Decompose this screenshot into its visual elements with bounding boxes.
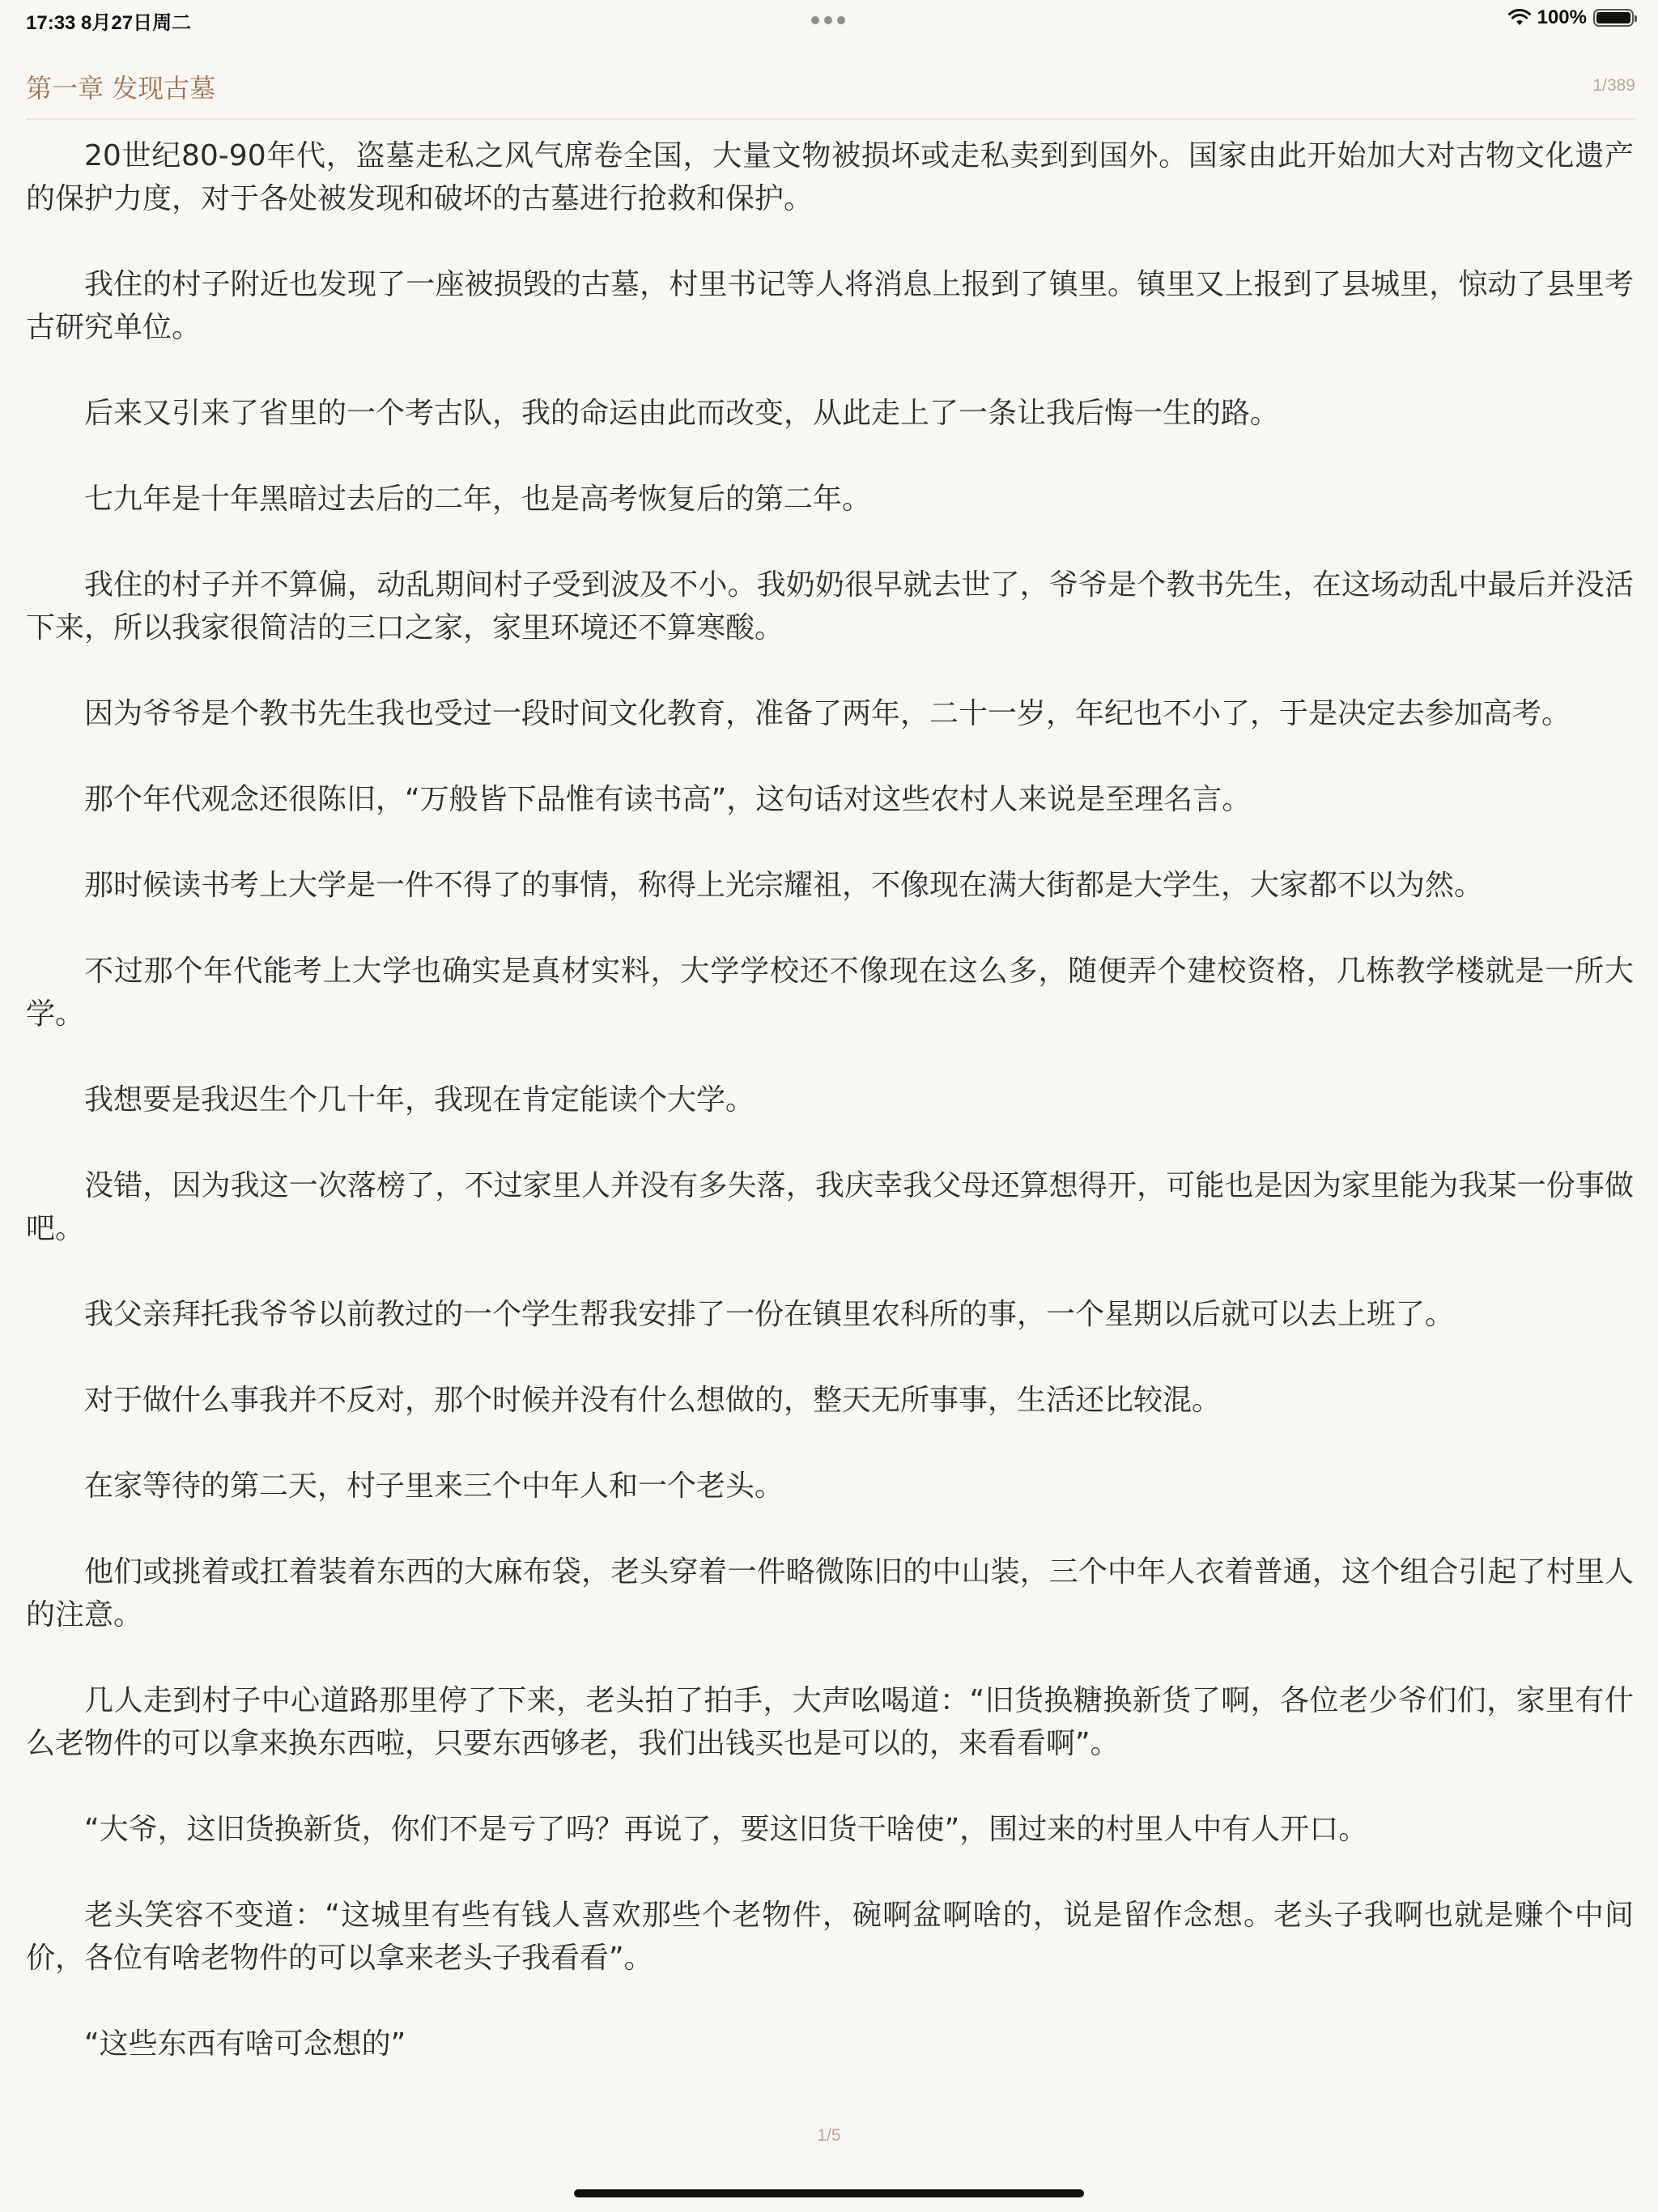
status-bar xyxy=(0,0,1658,42)
wifi-icon xyxy=(1508,9,1531,27)
paragraph: 他们或挑着或扛着装着东西的大麻布袋，老头穿着一件略微陈旧的中山装，三个中年人衣着普通，这个组合引起了村里人的注意。 xyxy=(26,1555,1634,1631)
paragraph: 没错，因为我这一次落榜了，不过家里人并没有多失落，我庆幸我父母还算想得开，可能也是因为家里能为我某一份事做吧。 xyxy=(26,1169,1634,1245)
paragraph: 七九年是十年黑暗过去后的二年，也是高考恢复后的第二年。 xyxy=(84,483,872,516)
paragraph: 我住的村子附近也发现了一座被损毁的古墓，村里书记等人将消息上报到了镇里。镇里又上报到了县城里，惊动了县里考古研究单位。 xyxy=(26,268,1634,344)
chapter-progress: 1/389 xyxy=(1592,76,1635,95)
multitasking-dots-icon[interactable] xyxy=(811,16,845,24)
battery-icon xyxy=(1593,9,1634,27)
home-indicator[interactable] xyxy=(574,2189,1084,2197)
paragraph: 我想要是我迟生个几十年，我现在肯定能读个大学。 xyxy=(84,1083,755,1117)
paragraph: 因为爷爷是个教书先生我也受过一段时间文化教育，准备了两年，二十一岁，年纪也不小了，于是决定去参加高考。 xyxy=(84,697,1571,730)
paragraph: 老头笑容不变道：“这城里有些有钱人喜欢那些个老物件，碗啊盆啊啥的，说是留作念想。老头子我啊也就是赚个中间价，各位有啥老物件的可以拿来老头子我看看”。 xyxy=(26,1899,1634,1975)
paragraph: 我父亲拜托我爷爷以前教过的一个学生帮我安排了一份在镇里农科所的事，一个星期以后就可以去上班了。 xyxy=(84,1298,1455,1331)
paragraph: 我住的村子并不算偏，动乱期间村子受到波及不小。我奶奶很早就去世了，爷爷是个教书先生，在这场动乱中最后并没活下来，所以我家很简洁的三口之家，家里环境还不算寒酸。 xyxy=(26,568,1634,644)
reading-content[interactable] xyxy=(26,134,1634,2094)
chapter-title: 第一章 发现古墓 xyxy=(26,73,216,104)
paragraph: 不过那个年代能考上大学也确实是真材实料，大学学校还不像现在这么多，随便弄个建校资格，几栋教学楼就是一所大学。 xyxy=(26,955,1634,1031)
paragraph: 那个年代观念还很陈旧，“万般皆下品惟有读书高”，这句话对这些农村人来说是至理名言。 xyxy=(84,783,1252,816)
status-time-date: 17:33 8月27日周二 xyxy=(26,12,192,34)
page-number: 1/5 xyxy=(817,2126,841,2145)
paragraph: 对于做什么事我并不反对，那个时候并没有什么想做的，整天无所事事，生活还比较混。 xyxy=(84,1384,1222,1417)
paragraph: “大爷，这旧货换新货，你们不是亏了吗？再说了，要这旧货干啥使”，围过来的村里人中有人开口。 xyxy=(84,1813,1368,1846)
chapter-header xyxy=(26,65,1635,120)
paragraph: 几人走到村子中心道路那里停了下来，老头拍了拍手，大声吆喝道：“旧货换糖换新货了啊，各位老少爷们们，家里有什么老物件的可以拿来换东西啦，只要东西够老，我们出钱买也是可以的，来看看啊”。 xyxy=(26,1684,1634,1760)
paragraph: 在家等待的第二天，村子里来三个中年人和一个老头。 xyxy=(84,1470,784,1503)
status-right-group xyxy=(1508,6,1634,29)
battery-percent: 100% xyxy=(1537,6,1587,28)
battery-fill xyxy=(1596,12,1630,23)
paragraph: 20世纪80-90年代，盗墓走私之风气席卷全国，大量文物被损坏或走私卖到到国外。国家由此开始加大对古物文化遗产的保护力度，对于各处被发现和破坏的古墓进行抢救和保护。 xyxy=(26,139,1634,215)
paragraph: 后来又引来了省里的一个考古队，我的命运由此而改变，从此走上了一条让我后悔一生的路。 xyxy=(84,397,1280,430)
paragraph: 那时候读书考上大学是一件不得了的事情，称得上光宗耀祖，不像现在满大街都是大学生，大家都不以为然。 xyxy=(84,869,1484,902)
paragraph: “这些东西有啥可念想的” xyxy=(84,2027,406,2061)
